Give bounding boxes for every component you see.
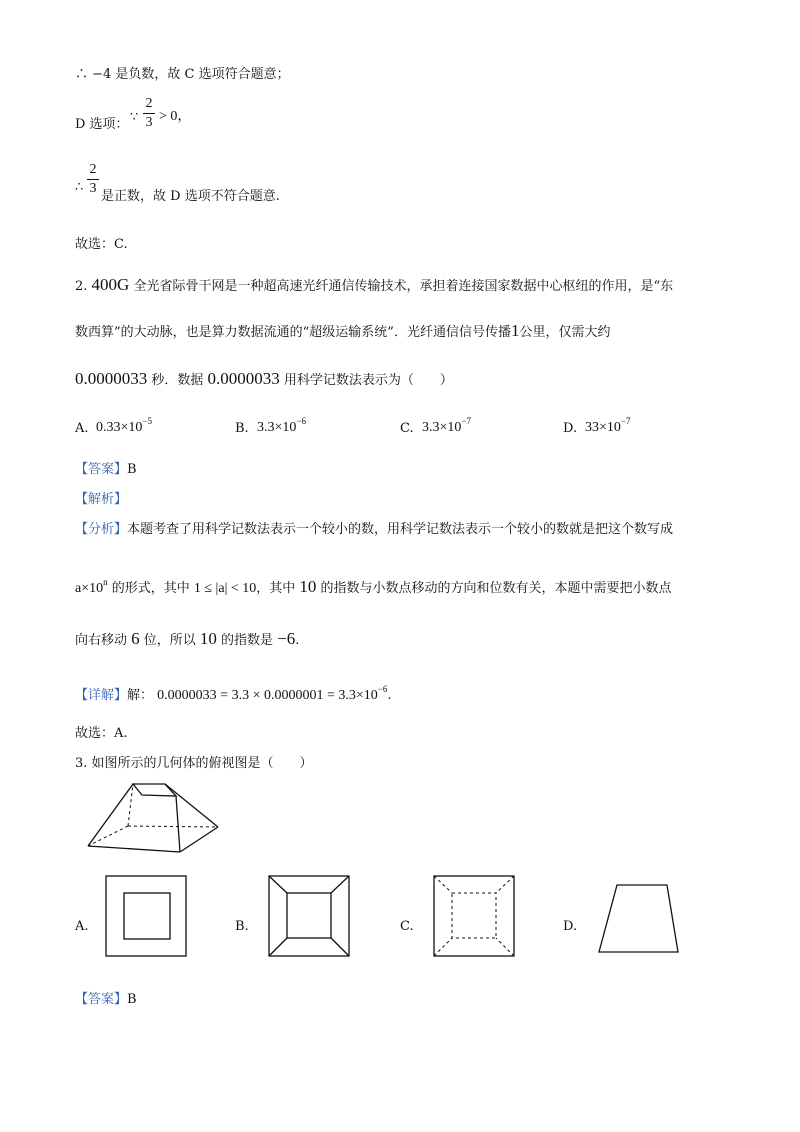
- q3-option-d-letter[interactable]: D.: [563, 919, 578, 934]
- fenxi-line-2: $a\times 10^n$ 的形式，其中 1 ≤ |a| < 10，其中 10 的指数与小数点移动的方向和位数有关，本题中需要把小数点: [75, 577, 672, 596]
- option-b-letter[interactable]: B.: [235, 421, 249, 436]
- solution-line-c: ∴ −4 是负数，故 C 选项符合题意；: [75, 67, 290, 82]
- option-d-letter[interactable]: D.: [563, 421, 578, 436]
- option-c-letter[interactable]: C.: [400, 421, 414, 436]
- option-d-value: $33\times 10^{-7}$: [585, 416, 631, 435]
- fraction-two-thirds: 2 3: [143, 96, 155, 131]
- solution-line-d-result: 是正数，故 D 选项不符合题意.: [101, 189, 280, 204]
- answer-line-q3: 【答案】B: [75, 992, 137, 1007]
- fenxi-line-3: 向右移动 6 位，所以 10 的指数是 −6.: [75, 629, 300, 648]
- option-c-figure[interactable]: [433, 875, 515, 957]
- option-a-letter[interactable]: A.: [75, 421, 89, 436]
- analysis-label: 【解析】: [75, 492, 128, 507]
- q3-option-a-letter[interactable]: A.: [75, 919, 89, 934]
- option-b-value: $3.3\times 10^{-6}$: [257, 416, 306, 435]
- choose-c-line: 故选：C.: [75, 237, 128, 252]
- question-2-line-2: 数西算”的大动脉，也是算力数据流通的“超级运输系统”．光纤通信信号传播1公里，仅需大约: [75, 321, 611, 340]
- option-a-value: $0.33\times 10^{-5}$: [96, 416, 152, 435]
- option-c-value: $3.3\times 10^{-7}$: [422, 416, 471, 435]
- choose-a-line: 故选：A.: [75, 726, 128, 741]
- question-2-line-3: 0.0000033 秒．数据 0.0000033 用科学记数法表示为（ ）: [75, 369, 453, 388]
- detail-line: 【详解】解： $0.0000033 = 3.3 \times 0.0000001 = 3.3\times 10^{-6}$.: [75, 684, 392, 703]
- therefore-symbol: ∴: [75, 179, 84, 194]
- question-3-line: 3. 如图所示的几何体的俯视图是（ ）: [75, 756, 313, 771]
- because-symbol: ∵: [130, 109, 139, 124]
- option-a-figure[interactable]: [105, 875, 187, 957]
- q3-option-b-letter[interactable]: B.: [235, 919, 249, 934]
- option-b-figure[interactable]: [268, 875, 350, 957]
- option-d-figure[interactable]: [595, 882, 685, 954]
- answer-line-q2: 【答案】B: [75, 462, 137, 477]
- fenxi-line-1: 【分析】本题考查了用科学记数法表示一个较小的数，用科学记数法表示一个较小的数就是把这个数写成: [75, 522, 674, 537]
- greater-than-zero: > 0，: [159, 109, 192, 124]
- solution-line-d-prefix: D 选项：: [75, 117, 129, 132]
- fraction-two-thirds-2: 2 3: [87, 162, 99, 197]
- question-2-line-1: 2. 400G 全光省际骨干网是一种超高速光纤通信传输技术，承担着连接国家数据中心枢纽的作用，是“东: [75, 275, 674, 294]
- q3-option-c-letter[interactable]: C.: [400, 919, 414, 934]
